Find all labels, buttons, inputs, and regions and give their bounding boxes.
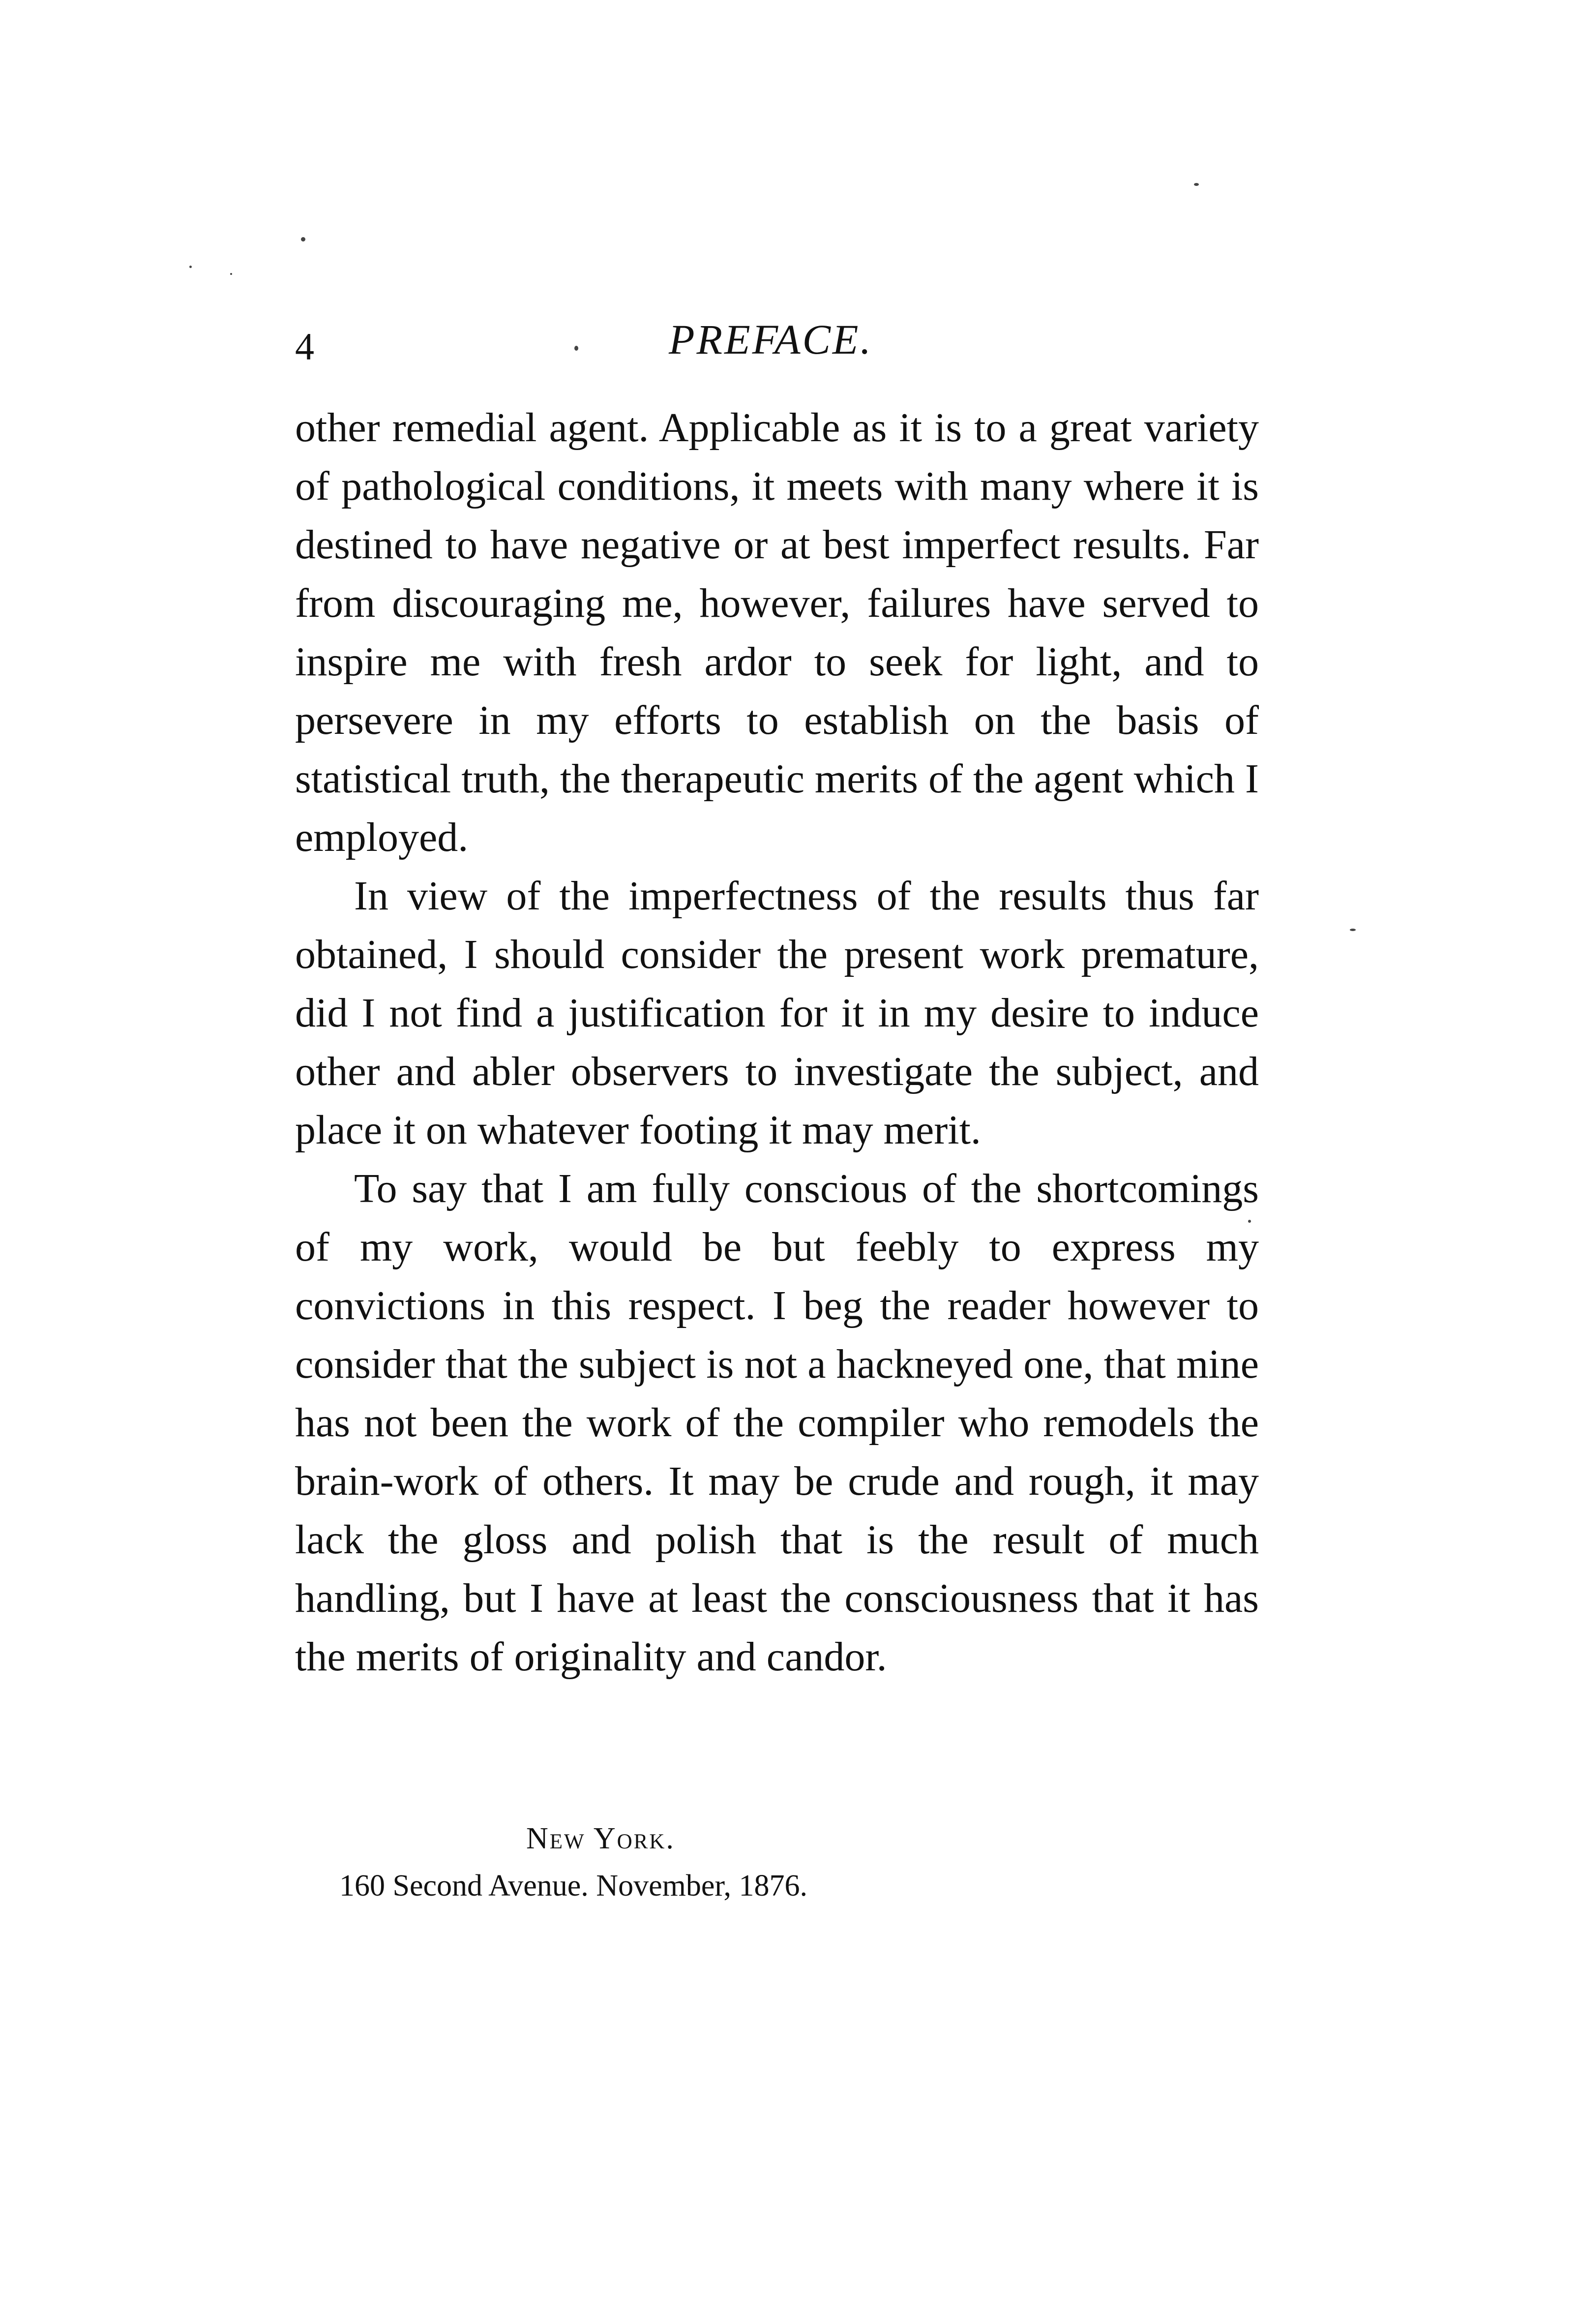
- scan-speck: [189, 266, 192, 268]
- preface-signoff: [295, 1815, 1259, 1909]
- scan-speck: [301, 237, 305, 241]
- signoff-address-date: 160 Second Avenue. November, 1876.: [339, 1869, 808, 1902]
- scan-speck: [230, 273, 232, 275]
- page-header: [295, 315, 1283, 369]
- running-head: PREFACE.: [669, 316, 873, 363]
- scan-speck: [1194, 183, 1199, 186]
- body-text: [295, 398, 1259, 1686]
- scan-speck: [1350, 929, 1356, 931]
- signoff-city: New York.: [526, 1822, 675, 1855]
- page-number: 4: [295, 325, 314, 368]
- paragraph: To say that I am fully conscious of the shortcomings of my work, would be but feebly to express my convictions in this respect. I beg the reader however to consider that the subject is not a hackneyed one, that mine has not been the work of the compiler who remodels the brain-work of others. It may be crude and rough, it may lack the gloss and polish that is the result of much handling, but I have at least the consciousness that it has the merits of originality and candor.: [295, 1166, 1259, 1680]
- paragraph: In view of the imperfectness of the results thus far obtained, I should consider the present work premature, did I not find a justification for it in my desire to induce other and abler observers to investigate the subject, and place it on whatever footing it may merit.: [295, 873, 1259, 1153]
- paragraph-continued: other remedial agent. Applicable as it is to a great variety of pathological conditions, it meets with many where it is destined to have negative or at best imperfect results. Far from discouraging me, however, failures have served to inspire me with fresh ardor to seek for light, and to persevere in my efforts to establish on the basis of statistical truth, the therapeutic merits of the agent which I employed.: [295, 405, 1259, 860]
